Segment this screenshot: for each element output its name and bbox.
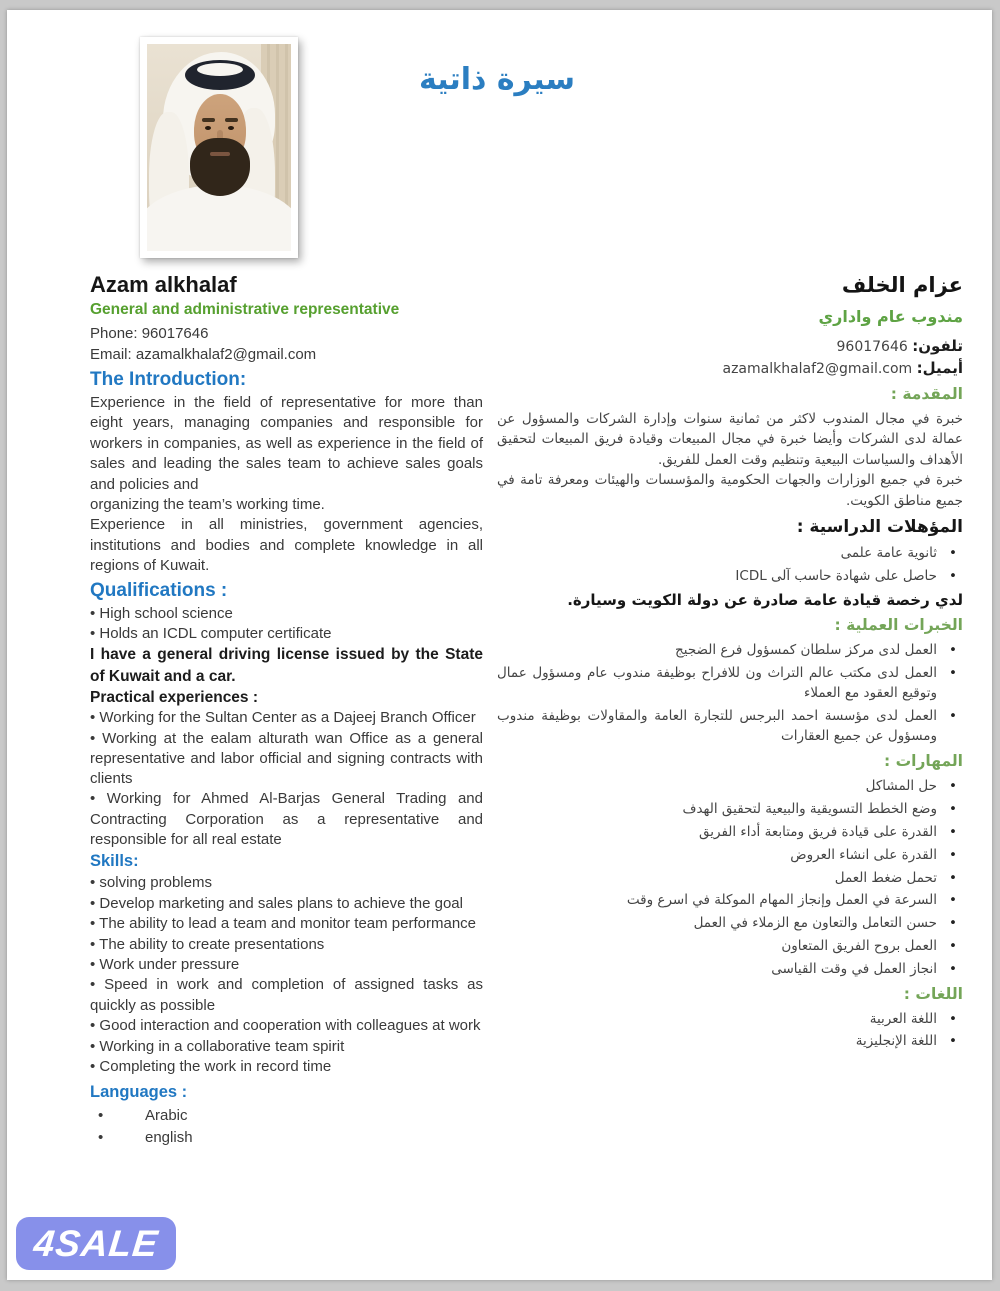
eyebrow-left xyxy=(202,118,215,122)
introduction-header-arabic: المقدمة : xyxy=(890,385,963,403)
skill-item: • The ability to create presentations xyxy=(90,935,483,955)
skill-item: • Completing the work in record time xyxy=(90,1057,483,1077)
email-value: azamalkhalaf2@gmail.com xyxy=(135,346,317,363)
cv-title-arabic: سيرة ذاتية xyxy=(419,62,575,97)
languages-header-arabic: اللغات : xyxy=(903,984,963,1003)
qualifications-header: Qualifications : xyxy=(90,579,228,601)
qualification-item-arabic: • ثانوية عامة علمى xyxy=(497,543,963,563)
email-label: Email: xyxy=(90,346,132,363)
language-item-arabic: • اللغة العربية xyxy=(497,1009,963,1029)
skills-list-english xyxy=(90,873,483,1077)
qualifications-list xyxy=(90,604,483,645)
name-english: Azam alkhalaf xyxy=(90,272,237,297)
foursale-logo-text: 4SALE xyxy=(31,1223,161,1264)
introduction-paragraph-1: Experience in the field of representative for more than eight years, managing companies and responsible for workers in companies, as well as experience in the field of sales and leading the sales team to achieve sales goals and policies and xyxy=(90,394,483,493)
arabic-column xyxy=(497,272,963,1054)
qualifications-header-arabic: المؤهلات الدراسية : xyxy=(796,517,963,538)
skill-item: • Develop marketing and sales plans to achieve the goal xyxy=(90,894,483,914)
experience-item-arabic: • العمل لدى مؤسسة احمد البرجس للتجارة العامة والمقاولات بوظيفة مندوب ومسؤول عن جميع العقارات xyxy=(497,706,963,747)
languages-list-arabic xyxy=(497,1009,963,1052)
driving-license-note: I have a general driving license issued by the State of Kuwait and a car. xyxy=(90,646,483,685)
introduction-paragraph-3: Experience in all ministries, government agencies, institutions and bodies and complete knowledge in all regions of Kuwait. xyxy=(90,516,483,575)
language-item: • english xyxy=(90,1127,483,1149)
job-title-english: General and administrative representative xyxy=(90,301,400,318)
mouth-shape xyxy=(210,152,230,156)
skill-item-arabic: • القدرة على قيادة فريق ومتابعة أداء الفريق xyxy=(497,822,963,842)
experience-item-arabic: • العمل لدى مكتب عالم التراث ون للافراح بوظيفة مندوب عام ومسؤول عمال وتوقيع العقود مع العملاء xyxy=(497,663,963,704)
skill-item-arabic: • وضع الخطط التسويقية والبيعية لتحقيق الهدف xyxy=(497,799,963,819)
skill-item-arabic: • القدرة على انشاء العروض xyxy=(497,845,963,865)
skill-item: • Good interaction and cooperation with colleagues at work xyxy=(90,1016,483,1036)
eye-left xyxy=(205,126,211,130)
phone-label: Phone: xyxy=(90,325,138,342)
skill-item: • Working in a collaborative team spirit xyxy=(90,1037,483,1057)
foursale-logo xyxy=(16,1217,176,1270)
skill-item-arabic: • حل المشاكل xyxy=(497,776,963,796)
skills-header-english: Skills: xyxy=(90,852,139,871)
driving-license-note-arabic: لدي رخصة قيادة عامة صادرة عن دولة الكويت وسيارة. xyxy=(567,590,963,609)
beard-shape xyxy=(190,138,250,196)
skills-list-arabic xyxy=(497,776,963,980)
eyebrow-right xyxy=(225,118,238,122)
skill-item: • The ability to lead a team and monitor team performance xyxy=(90,914,483,934)
phone-value-arabic: 96017646 xyxy=(836,339,908,355)
introduction-paragraph-2-arabic: خبرة في جميع الوزارات والجهات الحكومية والمؤسسات والهيئات ومعرفة تامة في جميع مناطق الكويت. xyxy=(497,472,963,509)
phone-value: 96017646 xyxy=(141,325,209,342)
email-label-arabic: أيميل: xyxy=(916,359,963,377)
experience-item: • Working for Ahmed Al-Barjas General Trading and Contracting Corporation as a representative and responsible for all real estate xyxy=(90,789,483,850)
english-column xyxy=(90,272,483,1149)
languages-header-english: Languages : xyxy=(90,1083,188,1102)
introduction-paragraph-2: organizing the team’s working time. xyxy=(90,496,325,514)
skill-item-arabic: • العمل بروح الفريق المتعاون xyxy=(497,936,963,956)
languages-list-english xyxy=(90,1105,483,1149)
phone-line-arabic xyxy=(497,336,963,358)
job-title-arabic: مندوب عام واداري xyxy=(818,307,963,326)
skill-item: • Work under pressure xyxy=(90,955,483,975)
profile-photo xyxy=(140,37,298,258)
skill-item: • solving problems xyxy=(90,873,483,893)
qualification-item: • High school science xyxy=(90,604,483,624)
name-arabic: عزام الخلف xyxy=(841,273,963,297)
cv-page xyxy=(7,10,992,1280)
skill-item-arabic: • السرعة في العمل وإنجاز المهام الموكلة في اسرع وقت xyxy=(497,890,963,910)
agal-headband-gap xyxy=(197,63,243,76)
experience-item: • Working for the Sultan Center as a Dajeej Branch Officer xyxy=(90,708,483,728)
qualification-item-arabic: • حاصل على شهادة حاسب آلى ICDL xyxy=(497,566,963,586)
language-item-arabic: • اللغة الإنجليزية xyxy=(497,1031,963,1051)
profile-photo-image xyxy=(147,44,291,251)
introduction-paragraph-1-arabic: خبرة في مجال المندوب لاكثر من ثمانية سنوات وإدارة الشركات والمسؤول عن عمالة لدى الشركات وأيضا خبرة في مجال المبيعات وقيادة فريق المبيعات لتحقيق الأهداف والسياسات البيعية وتنظيم وقت العمل للفريق. xyxy=(497,411,963,468)
eye-right xyxy=(228,126,234,130)
email-line-english xyxy=(90,344,483,365)
email-value-arabic: azamalkhalaf2@gmail.com xyxy=(722,361,913,377)
introduction-header: The Introduction: xyxy=(90,369,247,390)
skills-header-arabic: المهارات : xyxy=(884,751,963,770)
qualifications-list-arabic xyxy=(497,543,963,586)
skill-item-arabic: • تحمل ضغط العمل xyxy=(497,868,963,888)
skill-item-arabic: • حسن التعامل والتعاون مع الزملاء في العمل xyxy=(497,913,963,933)
phone-label-arabic: تلفون: xyxy=(912,337,963,355)
experience-item-arabic: • العمل لدى مركز سلطان كمسؤول فرع الضجيج xyxy=(497,640,963,660)
experience-list-english xyxy=(90,708,483,850)
language-item: • Arabic xyxy=(90,1105,483,1127)
phone-line-english xyxy=(90,323,483,344)
skill-item-arabic: • انجاز العمل في وقت القياسى xyxy=(497,959,963,979)
experience-header-english: Practical experiences : xyxy=(90,689,259,707)
experience-item: • Working at the ealam alturath wan Office as a general representative and labor official and signing contracts with clients xyxy=(90,729,483,790)
experience-header-arabic: الخبرات العملية : xyxy=(834,615,963,634)
skill-item: • Speed in work and completion of assigned tasks as quickly as possible xyxy=(90,975,483,1016)
email-line-arabic xyxy=(497,358,963,380)
qualification-item: • Holds an ICDL computer certificate xyxy=(90,624,483,644)
experience-list-arabic xyxy=(497,640,963,747)
